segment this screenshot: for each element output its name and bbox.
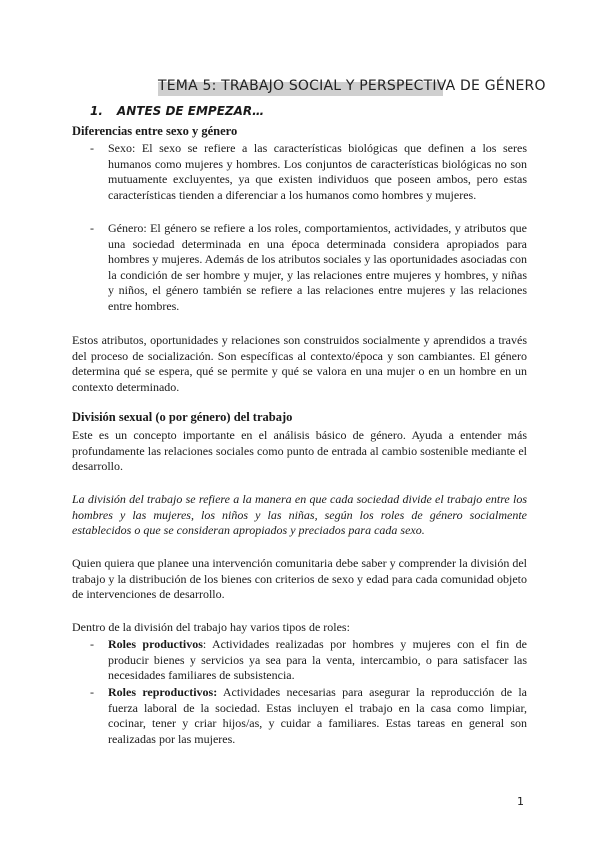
section-heading: [90, 104, 264, 118]
bullet-text: Género: El género se refiere a los roles, comportamientos, actividades, y atributos que una sociedad determinada en una época determinada considera apropiados para hombres y mujeres. Además de los atributos sociales y las oportunidades asociadas con la condición de ser hombre y mujer, y las relaciones entre mujeres y hombres, y niñas y niños, el género también se refiere a las relaciones entre mujeres y las relaciones entre hombres.: [108, 221, 527, 313]
bullet-genero: [90, 221, 527, 314]
bullet-text: Actividades necesarias para asegurar la reproducción de la fuerza laboral de la sociedad. Estas incluyen el trabajo en la casa como limpiar, cocinar, tener y criar hijos/as, y cuidar a familiares. Estas tareas en general son realizadas por las mujeres.: [108, 685, 527, 746]
bullet-dash: -: [90, 637, 94, 651]
bullet-dash: -: [90, 221, 94, 235]
bullet-roles-reproductivos: [90, 685, 527, 747]
bullet-dash: -: [90, 141, 94, 155]
bullet-term: Roles productivos: [108, 637, 203, 651]
bullet-term: Roles reproductivos:: [108, 685, 218, 699]
paragraph-atributos: Estos atributos, oportunidades y relaciones son construidos socialmente y aprendidos a través del proceso de socialización. Son específicas al contexto/época y son cambiantes. El género determina qué se espera, qué se permite y qué se valora en una mujer o en un hombre en un contexto determinado.: [72, 333, 527, 394]
paragraph-intervencion: Quien quiera que planee una intervención comunitaria debe saber y comprender la división del trabajo y la distribución de los bienes con criterios de sexo y edad para cada comunidad objeto de intervenciones de desarrollo.: [72, 556, 527, 601]
bullet-dash: -: [90, 685, 94, 699]
bullet-text: Sexo: El sexo se refiere a las características biológicas que definen a los seres humanos como mujeres y hombres. Los conjuntos de características biológicas no son mutuamente excluyentes, ya que existen individuos que poseen ambos, pero estas características tienden a diferenciar a los humanos como hombres y mujeres.: [108, 141, 527, 202]
subheading-sexo-genero: Diferencias entre sexo y género: [72, 124, 238, 138]
bullet-body: [108, 637, 527, 684]
bullet-sexo: [90, 141, 527, 203]
section-number: 1.: [90, 104, 103, 118]
page-number: 1: [517, 795, 524, 808]
page-title: TEMA 5: TRABAJO SOCIAL Y PERSPECTIVA DE GÉNERO: [158, 78, 546, 94]
section-label: ANTES DE EMPEZAR…: [116, 104, 265, 118]
paragraph-concepto: Este es un concepto importante en el análisis básico de género. Ayuda a entender más profundamente las relaciones sociales como punto de entrada al cambio sostenible mediante el desarrollo.: [72, 428, 527, 473]
paragraph-tipos-roles: Dentro de la división del trabajo hay varios tipos de roles:: [72, 620, 350, 634]
quote-division-trabajo: La división del trabajo se refiere a la manera en que cada sociedad divide el trabajo entre los hombres y las mujeres, los niños y las niñas, según los roles de género socialmente establecidos o que se consideran apropiados y preciados para cada sexo.: [72, 492, 527, 537]
bullet-roles-productivos: [90, 637, 527, 684]
title-block: [158, 76, 546, 98]
bullet-text: : Actividades realizadas por hombres y mujeres con el fin de producir bienes y servicios ya sea para la venta, intercambio, o para satisfacer las necesidades familiares de subsistencia.: [108, 637, 527, 682]
bullet-body: [108, 685, 527, 747]
subheading-division-sexual: División sexual (o por género) del trabajo: [72, 410, 293, 424]
